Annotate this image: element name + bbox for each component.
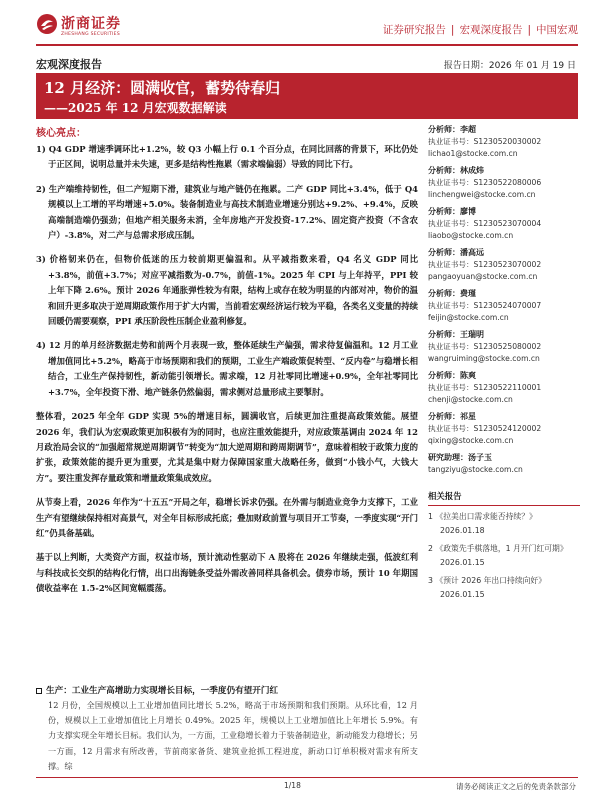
analyst-email: wangruiming@stocke.com.cn bbox=[428, 353, 540, 363]
nav-separator: | bbox=[527, 24, 531, 36]
logo-text-cn: 浙商证券 bbox=[61, 16, 121, 32]
related-reports-title: 相关报告 bbox=[428, 490, 580, 506]
page-number: 1/18 bbox=[284, 781, 301, 790]
outlook-paragraph: 整体看，2025 年全年 GDP 实现 5%的增速目标，圆满收官，后续更加注重提高政策效能。展望 2026 年，我们认为宏观政策更加积极有为的同时，也应注重效能提升，对应政策基调由 2024 年 12 月政治局会议的“加强超常规逆周期调节”转变为“加大逆周期和跨周期调节”，意味着相较于政策力度的扩张，政策效能的提升更为重要，尤其是集中财力保障国家重大战略任务，做到“小钱小气，大钱大方”。要注重发挥存量政策和增量政策集成效应。 bbox=[36, 411, 418, 483]
logo-text-en: ZHESHANG SECURITIES bbox=[61, 32, 120, 37]
analyst-cert: 执业证书号：S1230523070002 bbox=[428, 260, 542, 269]
checkbox-bullet-icon bbox=[36, 688, 42, 694]
highlight-point-3: 3) 价格韧来仍在，但物价低迷的压力较前期更偏温和。从平减指数来看，Q4 名义 GDP 同比+3.8%，前值+3.7%；对应平减指数为-0.7%，前值-1%。2025 年 CPI 与上年持平，PPI 较上年下降 2.6%。预计 2026 年通胀弹性较为有限，结构上或存在较为明显的内部对冲，物价的温和回升更多取决于逆周期政策作用于扩大内需，当前看宏观经济运行较为平稳，各类名义变量的持续回暖仍需要观察，PPI 承压阶段性压制企业盈利修复。 bbox=[36, 254, 418, 327]
analyst-email: qixing@stocke.com.cn bbox=[428, 435, 514, 445]
analyst-cert: 执业证书号：S1230525080002 bbox=[428, 342, 542, 351]
analyst-email: chenji@stocke.com.cn bbox=[428, 394, 513, 404]
highlight-point-4: 4) 12 月的单月经济数据走势和前两个月表现一致，整体延续生产偏强，需求待复偏温和。12 月工业增加值同比+5.2%，略高于市场预期和我们的预期，工业生产端政策促转型、“反内卷”与稳增长相结合，工业生产保持韧性，新动能引领增长。需求端，12 月社零同比增速+0.9%，全年社零同比+3.7%，全年投资下滑、地产链条仍然偏弱，需求侧对总量形成主要掣肘。 bbox=[36, 340, 418, 397]
analyst-cert: 执业证书号：S1230522080006 bbox=[428, 178, 542, 187]
analyst-name: 分析师：费瑾 bbox=[428, 289, 476, 298]
related-report-item[interactable]: 3 《预计 2026 年出口持续向好》 2026.01.15 bbox=[428, 575, 547, 599]
analyst-cert: 执业证书号：S1230522110001 bbox=[428, 383, 542, 392]
analyst-email: linchengwei@stocke.com.cn bbox=[428, 189, 536, 199]
core-highlights-title: 核心亮点： bbox=[36, 128, 86, 139]
analyst-email: lichao1@stocke.com.cn bbox=[428, 148, 518, 158]
report-subtitle: ——2025 年 12 月宏观数据解读 bbox=[44, 101, 227, 115]
sidebar bbox=[428, 124, 580, 606]
analyst-cert: 执业证书号：S1230524120002 bbox=[428, 424, 542, 433]
footer-divider bbox=[36, 777, 578, 778]
analyst-name: 分析师：祁星 bbox=[428, 412, 476, 421]
analyst-card bbox=[428, 165, 580, 200]
analyst-cert: 执业证书号：S1230520030002 bbox=[428, 137, 542, 146]
analyst-name: 分析师：王瑞明 bbox=[428, 330, 484, 339]
header-divider bbox=[36, 44, 578, 46]
nav-item-macro-depth: 宏观深度报告 bbox=[459, 24, 523, 36]
highlight-point-1: 1) Q4 GDP 增速季调环比+1.2%，较 Q3 小幅上行 0.1 个百分点，在同比回落的背景下，环比仍处于正区间，说明总量并未失速，更多是结构性拖累（需求端偏弱）导致的同比下行。 bbox=[36, 144, 418, 170]
logo-emblem-icon bbox=[36, 13, 58, 35]
related-report-item[interactable]: 1 《拉美出口需求能否持续？》 2026.01.18 bbox=[428, 511, 537, 535]
report-title: 12 月经济：圆满收官，蓄势待春归 bbox=[44, 79, 281, 97]
main-column bbox=[36, 124, 418, 606]
nav-item-china-macro: 中国宏观 bbox=[536, 24, 578, 36]
company-logo bbox=[36, 11, 136, 41]
analyst-card bbox=[428, 370, 580, 405]
production-body-text: 12 月份，全国规模以上工业增加值同比增长 5.2%，略高于市场预期和我们预期。从环比看，12 月份，规模以上工业增加值比上月增长 0.49%。2025 年，规模以上工业增加值比上年增长 5.9%。有力支撑实现全年增长目标。我们认为，一方面，工业稳增长着力于装备制造业，新动能发力稳增长；另一方面，12 月需求有所改善，节前商家备货、建筑业抢抓工程进度，新动口订单积极对需求有所支撑。综 bbox=[48, 700, 418, 771]
highlight-point-2: 2) 生产端维持韧性，但二产短期下滑，建筑业与地产链仍在拖累。二产 GDP 同比+3.4%，低于 Q4 规模以上工增的平均增速+5.0%。装备制造业与高技术制造业增速分别达+9.2%、+9.4%，反映高端制造端仍强劲；但地产相关服务未消，全年房地产开发投资-17.2%、固定资产投资（不含农户）-3.8%，对二产与总需求形成压制。 bbox=[36, 183, 418, 241]
analyst-cert: 执业证书号：S1230523070004 bbox=[428, 219, 542, 228]
section-tag: 宏观深度报告 bbox=[36, 58, 102, 71]
analyst-name: 分析师：林成炜 bbox=[428, 166, 484, 175]
assistant-card bbox=[428, 452, 580, 476]
analyst-name: 分析师：李超 bbox=[428, 125, 476, 134]
analyst-email: pangaoyuan@stocke.com.cn bbox=[428, 271, 538, 281]
assistant-email: tangziyu@stocke.com.cn bbox=[428, 465, 523, 474]
analyst-card bbox=[428, 206, 580, 241]
report-date: 报告日期：2026 年 01 月 19 日 bbox=[443, 61, 576, 71]
disclaimer-note: 请务必阅读正文之后的免责条款部分 bbox=[456, 782, 576, 791]
analyst-cert: 执业证书号：S1230524070007 bbox=[428, 301, 542, 310]
analyst-card bbox=[428, 124, 580, 159]
nav-separator: | bbox=[450, 24, 455, 36]
analyst-card bbox=[428, 329, 580, 364]
analyst-card bbox=[428, 288, 580, 323]
production-subheading bbox=[36, 684, 456, 696]
nav-item-research: 证券研究报告 bbox=[382, 24, 446, 36]
assistant-name: 研究助理：汤子玉 bbox=[428, 453, 492, 462]
top-nav bbox=[383, 22, 578, 37]
rhythm-paragraph: 从节奏上看，2026 年作为“十五五”开局之年，稳增长诉求仍强。在外需与制造业竞争力支撑下，工业生产有望继续保持相对高景气，对全年目标形成托底；叠加财政前置与项目开工节奏，一季度实现“开门红”仍具备基础。 bbox=[36, 497, 418, 538]
asset-paragraph: 基于以上判断，大类资产方面，权益市场，预计流动性驱动下 A 股将在 2026 年继续走强，低波红利与科技成长交织的结构化行情，出口出海链条受益外需改善同样具备机会。债券市场，预计 10 年期国债收益率在 1.5-2%区间宽幅震荡。 bbox=[36, 552, 418, 594]
analyst-name: 分析师：廖博 bbox=[428, 207, 476, 216]
analyst-card bbox=[428, 247, 580, 282]
analyst-email: liaobo@stocke.com.cn bbox=[428, 230, 514, 240]
analyst-name: 分析师：陈爽 bbox=[428, 371, 476, 380]
analyst-name: 分析师：潘高远 bbox=[428, 248, 484, 257]
production-subheading-text: 生产：工业生产高增助力实现增长目标，一季度仍有望开门红 bbox=[46, 686, 279, 696]
title-banner bbox=[36, 73, 578, 119]
related-report-item[interactable]: 2 《政策先手棋落地，1 月开门红可期》 2026.01.15 bbox=[428, 543, 568, 567]
related-reports-list bbox=[428, 510, 580, 602]
analyst-card bbox=[428, 411, 580, 446]
analyst-email: feijin@stocke.com.cn bbox=[428, 312, 509, 322]
